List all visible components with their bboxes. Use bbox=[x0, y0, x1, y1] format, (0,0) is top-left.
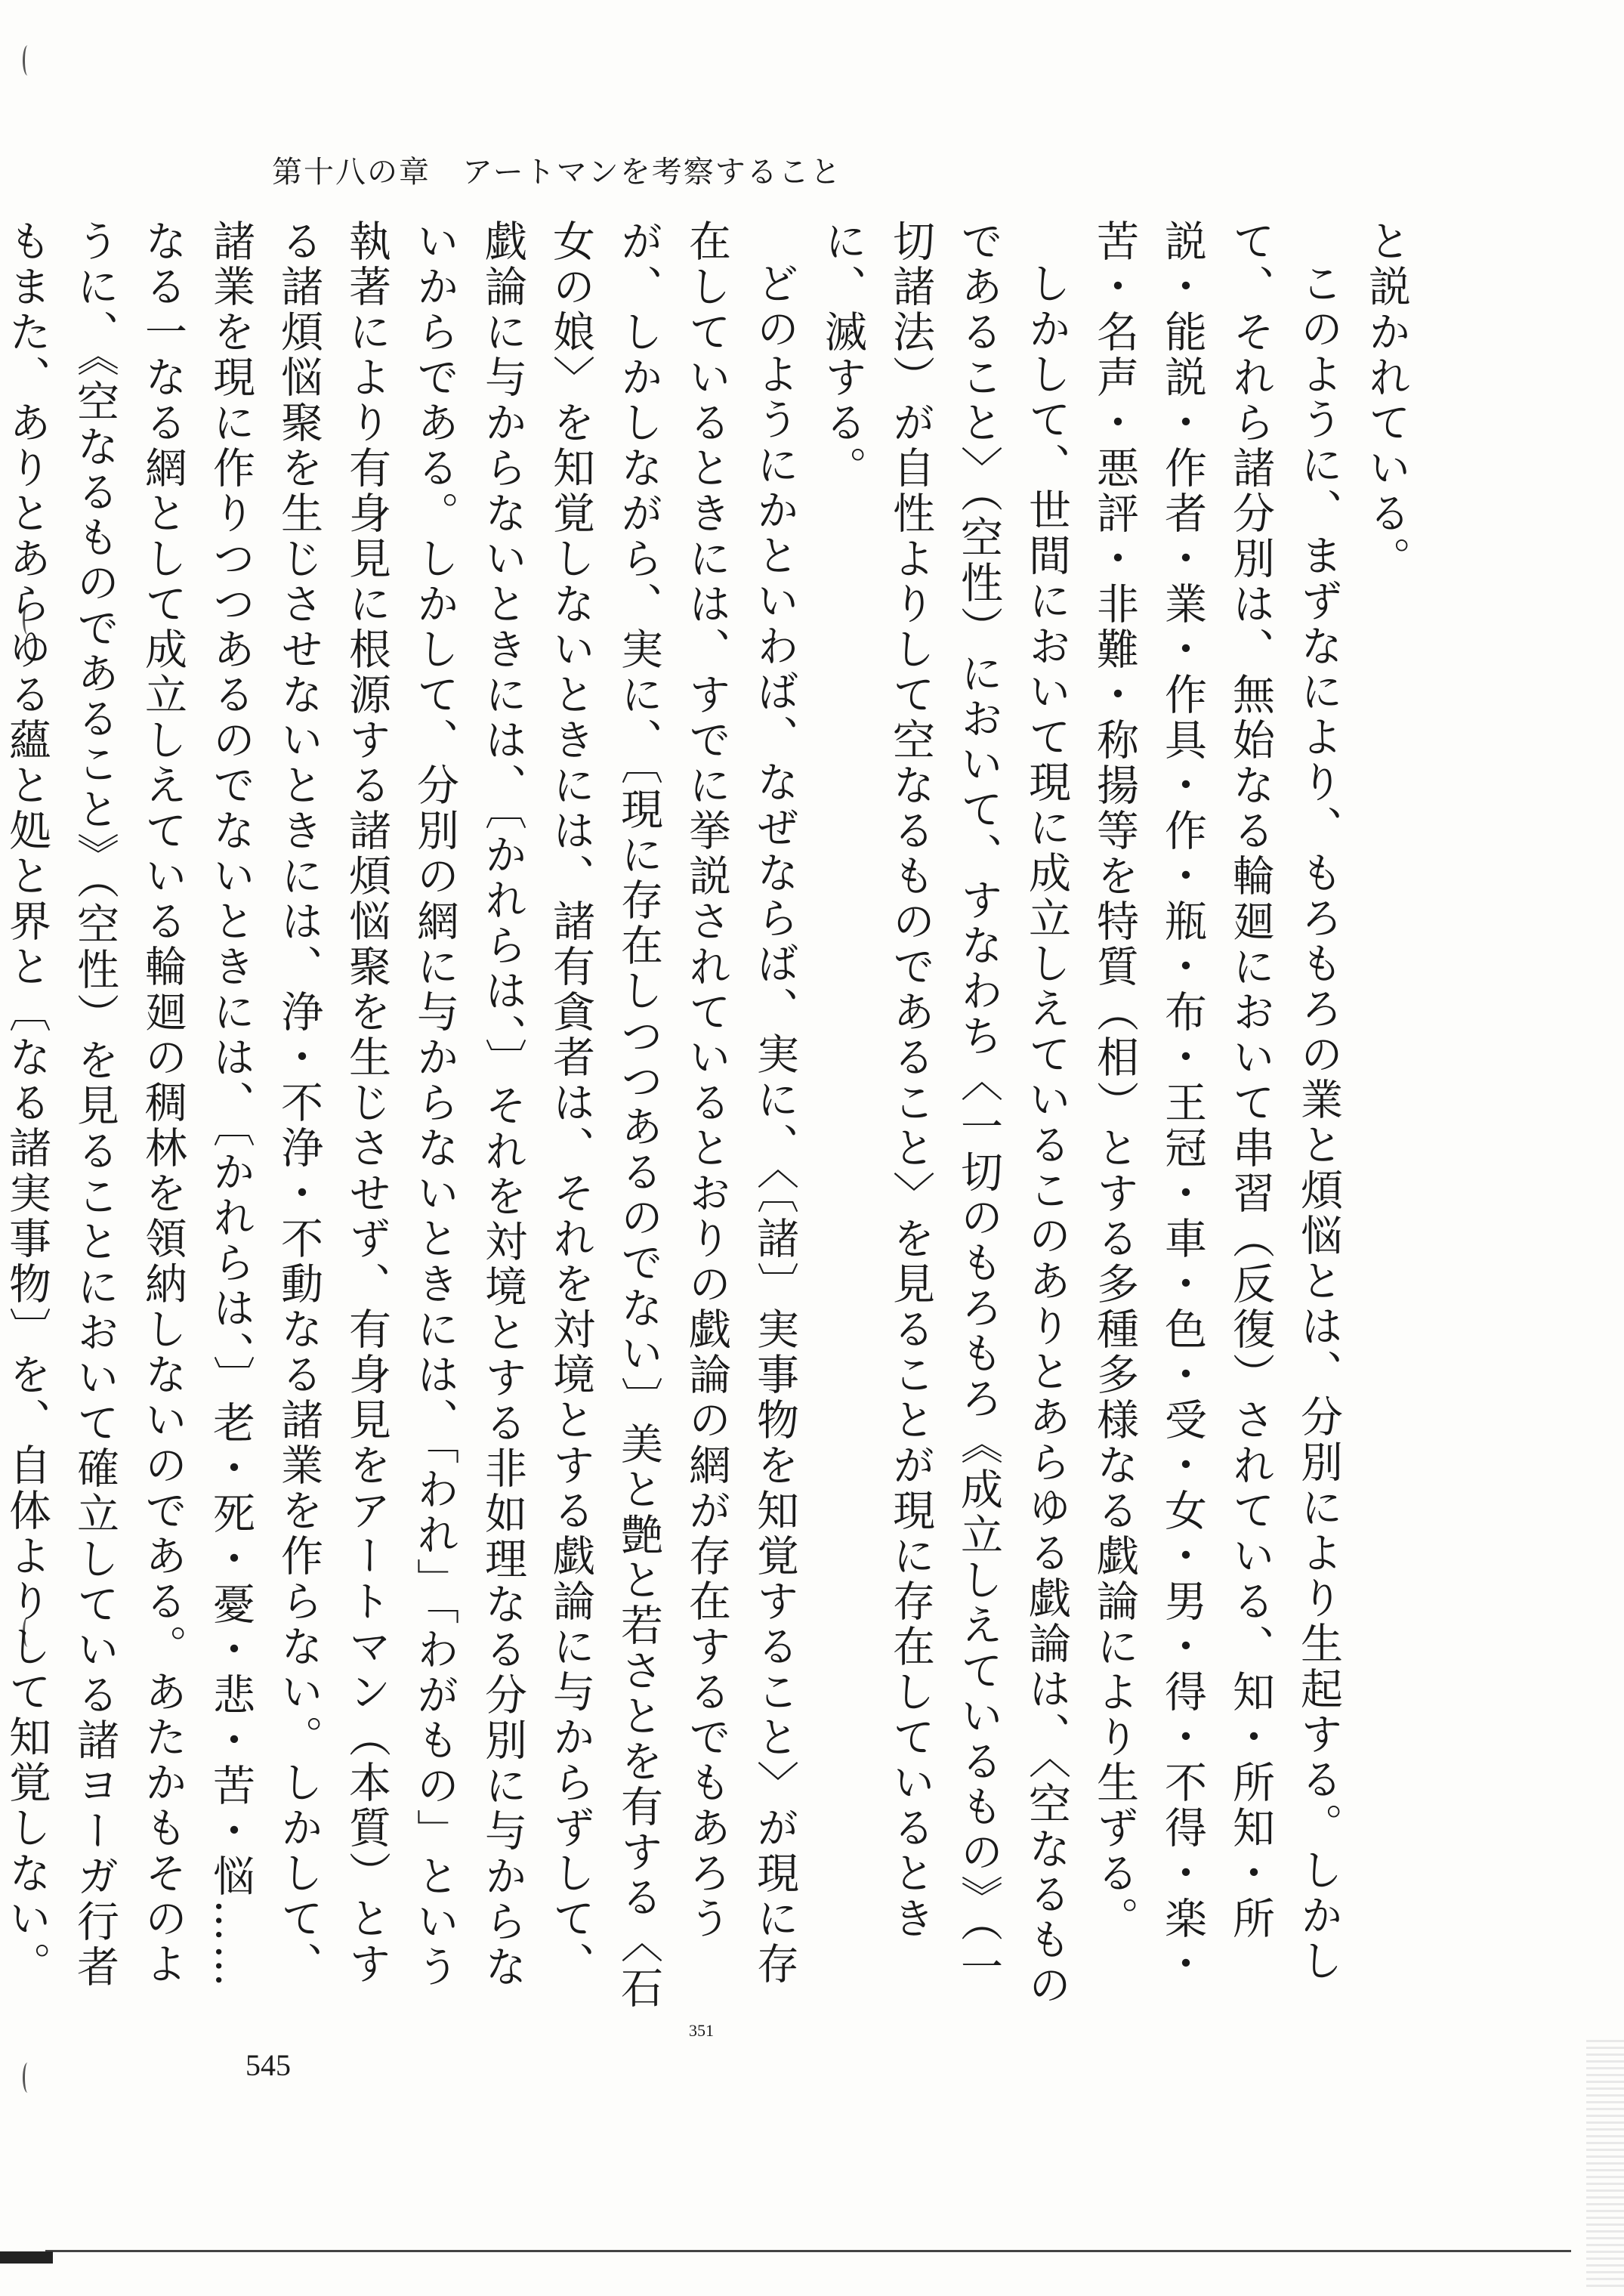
page-number: 545 bbox=[245, 2048, 291, 2082]
print-page-number: 351 bbox=[689, 2021, 714, 2040]
paragraph: このように、まずなにより、もろもろの業と煩悩とは、分別により生起する。しかして、それら諸分別は、無始なる輪廻において串習（反復）されている、知・所知・所説・能説・作者・業・作具・作・瓶・布・王冠・車・色・受・女・男・得・不得・楽・苦・名声・悪評・非難・称揚等を特質（相）とする多種多様なる戯論により生ずる。 bbox=[1090, 219, 1343, 1987]
paragraph: どのようにかといわば、なぜならば、実に、〈〔諸〕実事物を知覚すること〉が現に存在しているときには、すでに挙説されているとおりの戯論の網が存在するでもあろうが、しかしながら、実に、〔現に存在しつつあるのでない〕美と艶と若さとを有する〈石女の娘〉を知覚しないときには、諸有貪者は、それを対境とする戯論に与からずして、戯論に与からないときには、〔かれらは、〕それを対境とする非如理なる分別に与からないからである。しかして、分別の網に与からないときには、「われ」「わがもの」という執著により有身見に根源する諸煩悩聚を生じさせず、有身見をアートマン（本質）とする諸煩悩聚を生じさせないときには、浄・不浄・不動なる諸業を作らない。しかして、諸業を現に作りつつあるのでないときには、〔かれらは、〕老・死・憂・悲・苦・悩……なる一なる網として成立しえている輪廻の稠林を領納しないのである。あたかもそのように、《空なるものであること》（空性）を見ることにおいて確立している諸ヨーガ行者もまた、ありとあらゆる蘊と処と界と〔なる諸実事物〕を、自体よりして知覚しない。 bbox=[2, 219, 799, 2011]
binding-mark bbox=[23, 45, 32, 76]
scan-edge-line bbox=[45, 2250, 1571, 2252]
running-head: 第十八の章 アートマンを考察すること bbox=[272, 155, 842, 190]
scan-corner-mark bbox=[0, 2251, 53, 2264]
paragraph: しかして、世間において現に成立しえているこのありとあらゆる戯論は、〈空なるものであること〉（空性）において、すなわち〈一切のもろもろ《成立しえているもの》（一切諸法）が自性よりして空なるものであること〉を見ることが現に存在しているときに、滅する。 bbox=[818, 219, 1071, 2008]
main-text bbox=[2, 219, 1420, 2017]
scan-edge-noise bbox=[1586, 2040, 1624, 2289]
binding-mark bbox=[23, 2063, 32, 2093]
paragraph: と説かれている。 bbox=[1362, 219, 1411, 582]
